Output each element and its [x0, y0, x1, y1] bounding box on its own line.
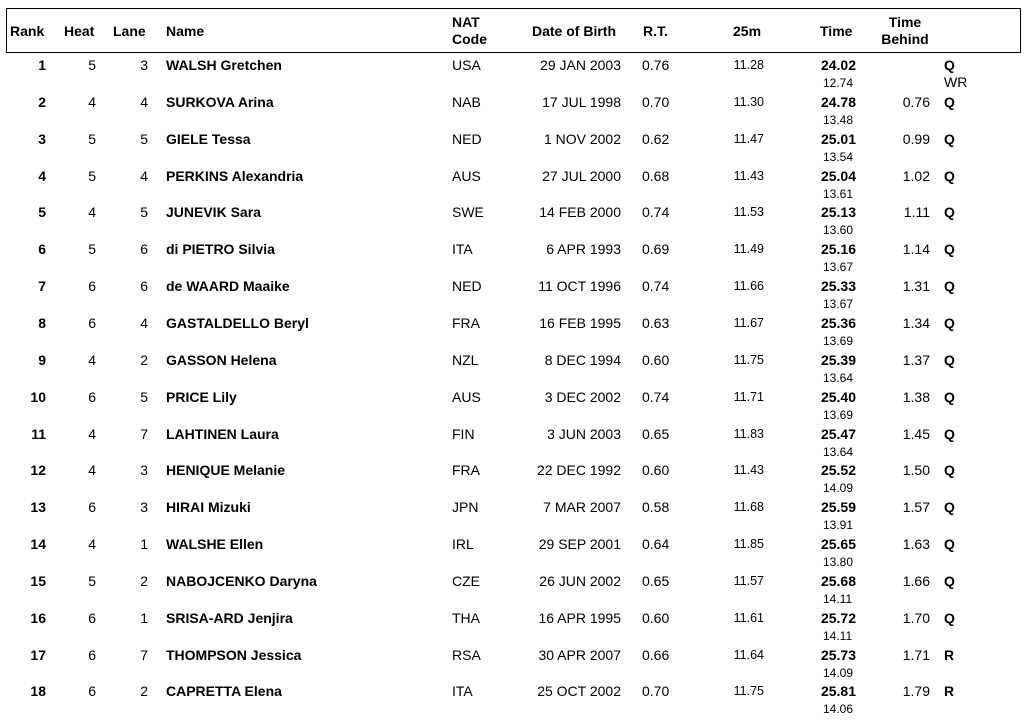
split-25m: 11.43	[733, 168, 764, 183]
lap-split-time: 13.60	[823, 223, 854, 238]
rank-cell: 12	[30, 462, 46, 479]
qualification-code: Q	[944, 93, 955, 110]
table-row	[0, 94, 1024, 131]
swimmer-name: JUNEVIK Sara	[166, 204, 261, 221]
qualification-code: Q	[944, 314, 955, 331]
lap-split-time: 13.69	[823, 333, 854, 348]
swimmer-name: THOMPSON Jessica	[166, 646, 302, 663]
lap-split-time: 14.09	[823, 665, 854, 680]
nat-code: JPN	[452, 499, 479, 516]
split-25m: 11.64	[733, 647, 764, 662]
date-of-birth: 16 APR 1995	[538, 609, 621, 626]
time-behind: 0.76	[902, 93, 930, 110]
header-nat-line1: NAT	[452, 14, 480, 30]
rank-cell: 9	[38, 351, 46, 368]
nat-code: NAB	[452, 93, 481, 110]
lane-cell: 3	[140, 462, 148, 479]
nat-code: THA	[452, 609, 480, 626]
rank-cell: 1	[38, 57, 46, 73]
lane-cell: 2	[140, 683, 148, 700]
reaction-time: 0.65	[642, 572, 670, 589]
lap-split-time: 13.54	[823, 149, 854, 164]
time-behind: 1.02	[902, 167, 930, 184]
final-time: 25.68	[820, 572, 856, 589]
date-of-birth: 11 OCT 1996	[538, 278, 621, 295]
time-behind: 1.34	[902, 314, 930, 331]
final-time: 25.04	[820, 167, 856, 184]
nat-code: AUS	[452, 388, 481, 405]
final-time: 25.59	[820, 499, 856, 516]
date-of-birth: 1 NOV 2002	[543, 130, 621, 147]
qualification-code: Q	[944, 388, 955, 405]
table-header	[6, 8, 1021, 53]
nat-code: IRL	[452, 536, 474, 553]
rank-cell: 10	[30, 388, 46, 405]
date-of-birth: 17 JUL 1998	[542, 93, 621, 110]
heat-cell: 4	[88, 351, 96, 368]
reaction-time: 0.68	[642, 167, 670, 184]
lap-split-time: 14.11	[823, 591, 853, 606]
final-time: 24.78	[820, 93, 856, 110]
split-25m: 11.67	[733, 315, 764, 330]
nat-code: NED	[452, 278, 482, 295]
lane-cell: 5	[140, 130, 148, 147]
split-25m: 11.30	[733, 94, 764, 109]
lane-cell: 2	[140, 351, 148, 368]
lap-split-time: 14.11	[823, 628, 853, 643]
rank-cell: 8	[38, 314, 46, 331]
heat-cell: 6	[88, 609, 96, 626]
date-of-birth: 6 APR 1993	[546, 241, 621, 258]
final-time: 25.81	[820, 683, 856, 700]
qualification-code: Q	[944, 536, 955, 553]
nat-code: RSA	[452, 646, 481, 663]
table-row	[0, 168, 1024, 205]
swimmer-name: SURKOVA Arina	[166, 93, 274, 110]
time-behind: 1.38	[902, 388, 930, 405]
qualification-code: R	[944, 646, 955, 663]
date-of-birth: 3 JUN 2003	[547, 425, 621, 442]
table-row	[0, 352, 1024, 389]
lap-split-time: 13.69	[823, 407, 854, 422]
table-row	[0, 204, 1024, 241]
header-date-of-birth: Date of Birth	[532, 23, 616, 39]
table-row	[0, 426, 1024, 463]
table-row	[0, 573, 1024, 610]
split-25m: 11.68	[733, 500, 764, 515]
qualification-code: R	[944, 683, 955, 700]
lap-split-time: 14.06	[823, 702, 854, 717]
lap-split-time: 13.91	[823, 518, 854, 533]
swimmer-name: HENIQUE Melanie	[166, 462, 286, 479]
split-25m: 11.85	[733, 537, 764, 552]
date-of-birth: 14 FEB 2000	[539, 204, 621, 221]
rank-cell: 18	[30, 683, 46, 700]
reaction-time: 0.74	[642, 278, 670, 295]
lap-split-time: 13.64	[823, 370, 854, 385]
final-time: 25.65	[820, 536, 856, 553]
rank-cell: 3	[38, 130, 46, 147]
date-of-birth: 26 JUN 2002	[539, 572, 621, 589]
qualification-code: Q	[944, 278, 955, 295]
swimmer-name: WALSH Gretchen	[166, 57, 282, 73]
reaction-time: 0.60	[642, 351, 670, 368]
swimmer-name: GASSON Helena	[166, 351, 277, 368]
final-time: 25.73	[820, 646, 856, 663]
rank-cell: 16	[30, 609, 46, 626]
final-time: 25.40	[820, 388, 856, 405]
time-behind: 1.63	[902, 536, 930, 553]
heat-cell: 5	[88, 167, 96, 184]
rank-cell: 5	[38, 204, 46, 221]
time-behind: 1.79	[902, 683, 930, 700]
reaction-time: 0.65	[642, 425, 670, 442]
qualification-code: Q	[944, 572, 955, 589]
lap-split-time: 13.67	[823, 260, 854, 275]
rank-cell: 7	[38, 278, 46, 295]
table-row	[0, 389, 1024, 426]
heat-cell: 6	[88, 388, 96, 405]
heat-cell: 4	[88, 536, 96, 553]
rank-cell: 6	[38, 241, 46, 258]
date-of-birth: 30 APR 2007	[538, 646, 621, 663]
nat-code: NZL	[452, 351, 479, 368]
final-time: 25.52	[820, 462, 856, 479]
date-of-birth: 29 JAN 2003	[540, 57, 621, 73]
qualification-code: Q	[944, 130, 955, 147]
table-row	[0, 57, 1024, 94]
swimmer-name: PERKINS Alexandria	[166, 167, 304, 184]
lap-split-time: 13.67	[823, 297, 854, 312]
nat-code: FIN	[452, 425, 475, 442]
swimmer-name: di PIETRO Silvia	[166, 241, 275, 258]
header-time: Time	[820, 23, 853, 39]
header-name: Name	[166, 23, 205, 39]
reaction-time: 0.64	[642, 536, 670, 553]
heat-cell: 5	[88, 57, 96, 73]
header-rank: Rank	[10, 23, 45, 39]
qualification-code: Q	[944, 241, 955, 258]
heat-cell: 4	[88, 425, 96, 442]
swimmer-name: PRICE Lily	[166, 388, 237, 405]
header-lane: Lane	[113, 23, 146, 39]
final-time: 24.02	[820, 57, 856, 73]
reaction-time: 0.63	[642, 314, 670, 331]
header-nat-line2: Code	[452, 31, 487, 47]
time-behind: 1.50	[902, 462, 930, 479]
qualification-code: Q	[944, 167, 955, 184]
time-behind: 1.57	[902, 499, 930, 516]
table-row	[0, 499, 1024, 536]
header-split-25m: 25m	[733, 23, 762, 39]
rank-cell: 13	[30, 499, 46, 516]
heat-cell: 4	[88, 204, 96, 221]
header-behind-line1: Time	[888, 14, 922, 30]
swimmer-name: LAHTINEN Laura	[166, 425, 279, 442]
lane-cell: 7	[140, 425, 148, 442]
split-25m: 11.49	[733, 242, 764, 257]
table-row	[0, 536, 1024, 573]
lap-split-time: 12.74	[823, 76, 854, 90]
rank-cell: 2	[38, 93, 46, 110]
nat-code: NED	[452, 130, 482, 147]
date-of-birth: 27 JUL 2000	[542, 167, 621, 184]
time-behind: 1.14	[902, 241, 930, 258]
time-behind: 0.99	[902, 130, 930, 147]
table-row	[0, 647, 1024, 684]
lane-cell: 1	[140, 609, 148, 626]
header-heat: Heat	[64, 23, 95, 39]
nat-code: ITA	[452, 241, 473, 258]
heat-cell: 6	[88, 646, 96, 663]
reaction-time: 0.58	[642, 499, 670, 516]
time-behind: 1.70	[902, 609, 930, 626]
split-25m: 11.61	[733, 610, 764, 625]
date-of-birth: 25 OCT 2002	[537, 683, 621, 700]
qualification-code: Q	[944, 462, 955, 479]
qualification-code: Q	[944, 425, 955, 442]
table-row	[0, 315, 1024, 352]
final-time: 25.39	[820, 351, 856, 368]
date-of-birth: 29 SEP 2001	[538, 536, 621, 553]
lane-cell: 3	[140, 57, 148, 73]
time-behind: 1.11	[903, 204, 930, 221]
final-time: 25.13	[820, 204, 856, 221]
table-row	[0, 278, 1024, 315]
reaction-time: 0.60	[642, 609, 670, 626]
swimmer-name: GASTALDELLO Beryl	[166, 314, 309, 331]
reaction-time: 0.76	[642, 57, 670, 73]
table-row	[0, 131, 1024, 168]
reaction-time: 0.70	[642, 93, 670, 110]
time-behind: 1.71	[902, 646, 930, 663]
nat-code: AUS	[452, 167, 481, 184]
reaction-time: 0.74	[642, 204, 670, 221]
rank-cell: 11	[31, 425, 46, 442]
heat-cell: 5	[88, 572, 96, 589]
split-25m: 11.57	[733, 573, 764, 588]
heat-cell: 6	[88, 499, 96, 516]
swimmer-name: HIRAI Mizuki	[166, 499, 251, 516]
nat-code: FRA	[452, 314, 480, 331]
split-25m: 11.75	[733, 352, 764, 367]
heat-cell: 5	[88, 130, 96, 147]
nat-code: USA	[452, 57, 481, 73]
date-of-birth: 22 DEC 1992	[536, 462, 621, 479]
header-behind-line2: Behind	[881, 31, 929, 47]
swimmer-name: NABOJCENKO Daryna	[166, 572, 317, 589]
swimmer-name: CAPRETTA Elena	[166, 683, 282, 700]
date-of-birth: 3 DEC 2002	[544, 388, 621, 405]
time-behind: 1.66	[902, 572, 930, 589]
heat-cell: 4	[88, 462, 96, 479]
lane-cell: 2	[140, 572, 148, 589]
final-time: 25.36	[820, 314, 856, 331]
reaction-time: 0.62	[642, 130, 670, 147]
lap-split-time: 13.80	[823, 555, 854, 570]
table-row	[0, 462, 1024, 499]
qualification-code: Q	[944, 499, 955, 516]
split-25m: 11.71	[733, 389, 764, 404]
lap-split-time: 13.48	[823, 112, 854, 127]
split-25m: 11.75	[733, 684, 764, 699]
swimmer-name: GIELE Tessa	[166, 130, 251, 147]
heat-cell: 6	[88, 278, 96, 295]
lane-cell: 4	[140, 93, 148, 110]
nat-code: FRA	[452, 462, 480, 479]
time-behind: 1.45	[902, 425, 930, 442]
lap-split-time: 13.61	[823, 186, 854, 201]
qualification-code: Q	[944, 57, 955, 73]
lane-cell: 6	[140, 278, 148, 295]
split-25m: 11.28	[733, 58, 764, 72]
lap-split-time: 13.64	[823, 444, 854, 459]
rank-cell: 15	[30, 572, 46, 589]
reaction-time: 0.69	[642, 241, 670, 258]
lane-cell: 1	[140, 536, 148, 553]
split-25m: 11.53	[733, 205, 764, 220]
time-behind: 1.37	[902, 351, 930, 368]
record-badge: WR	[944, 74, 968, 90]
split-25m: 11.43	[733, 463, 764, 478]
heat-cell: 5	[88, 241, 96, 258]
lane-cell: 6	[140, 241, 148, 258]
lane-cell: 4	[140, 314, 148, 331]
swimmer-name: SRISA-ARD Jenjira	[166, 609, 293, 626]
swimmer-name: WALSHE Ellen	[166, 536, 264, 553]
final-time: 25.47	[820, 425, 856, 442]
split-25m: 11.66	[733, 279, 764, 294]
nat-code: SWE	[452, 204, 484, 221]
qualification-code: Q	[944, 351, 955, 368]
heat-cell: 4	[88, 93, 96, 110]
reaction-time: 0.74	[642, 388, 670, 405]
qualification-code: Q	[944, 609, 955, 626]
lane-cell: 4	[140, 167, 148, 184]
date-of-birth: 8 DEC 1994	[544, 351, 621, 368]
qualification-code: Q	[944, 204, 955, 221]
table-row	[0, 683, 1024, 720]
final-time: 25.16	[820, 241, 856, 258]
reaction-time: 0.66	[642, 646, 670, 663]
lane-cell: 3	[140, 499, 148, 516]
rank-cell: 4	[38, 167, 46, 184]
lane-cell: 5	[140, 204, 148, 221]
reaction-time: 0.70	[642, 683, 670, 700]
rank-cell: 17	[30, 646, 46, 663]
final-time: 25.33	[820, 278, 856, 295]
header-reaction-time: R.T.	[643, 23, 668, 39]
final-time: 25.72	[820, 609, 856, 626]
time-behind: 1.31	[902, 278, 930, 295]
heat-cell: 6	[88, 314, 96, 331]
heat-cell: 6	[88, 683, 96, 700]
lane-cell: 5	[140, 388, 148, 405]
nat-code: CZE	[452, 572, 480, 589]
date-of-birth: 16 FEB 1995	[539, 314, 621, 331]
split-25m: 11.47	[733, 131, 764, 146]
swimmer-name: de WAARD Maaike	[166, 278, 290, 295]
final-time: 25.01	[820, 130, 856, 147]
lap-split-time: 14.09	[823, 481, 854, 496]
reaction-time: 0.60	[642, 462, 670, 479]
date-of-birth: 7 MAR 2007	[543, 499, 621, 516]
split-25m: 11.83	[733, 426, 764, 441]
lane-cell: 7	[140, 646, 148, 663]
table-row	[0, 241, 1024, 278]
rank-cell: 14	[30, 536, 46, 553]
table-row	[0, 610, 1024, 647]
nat-code: ITA	[452, 683, 473, 700]
